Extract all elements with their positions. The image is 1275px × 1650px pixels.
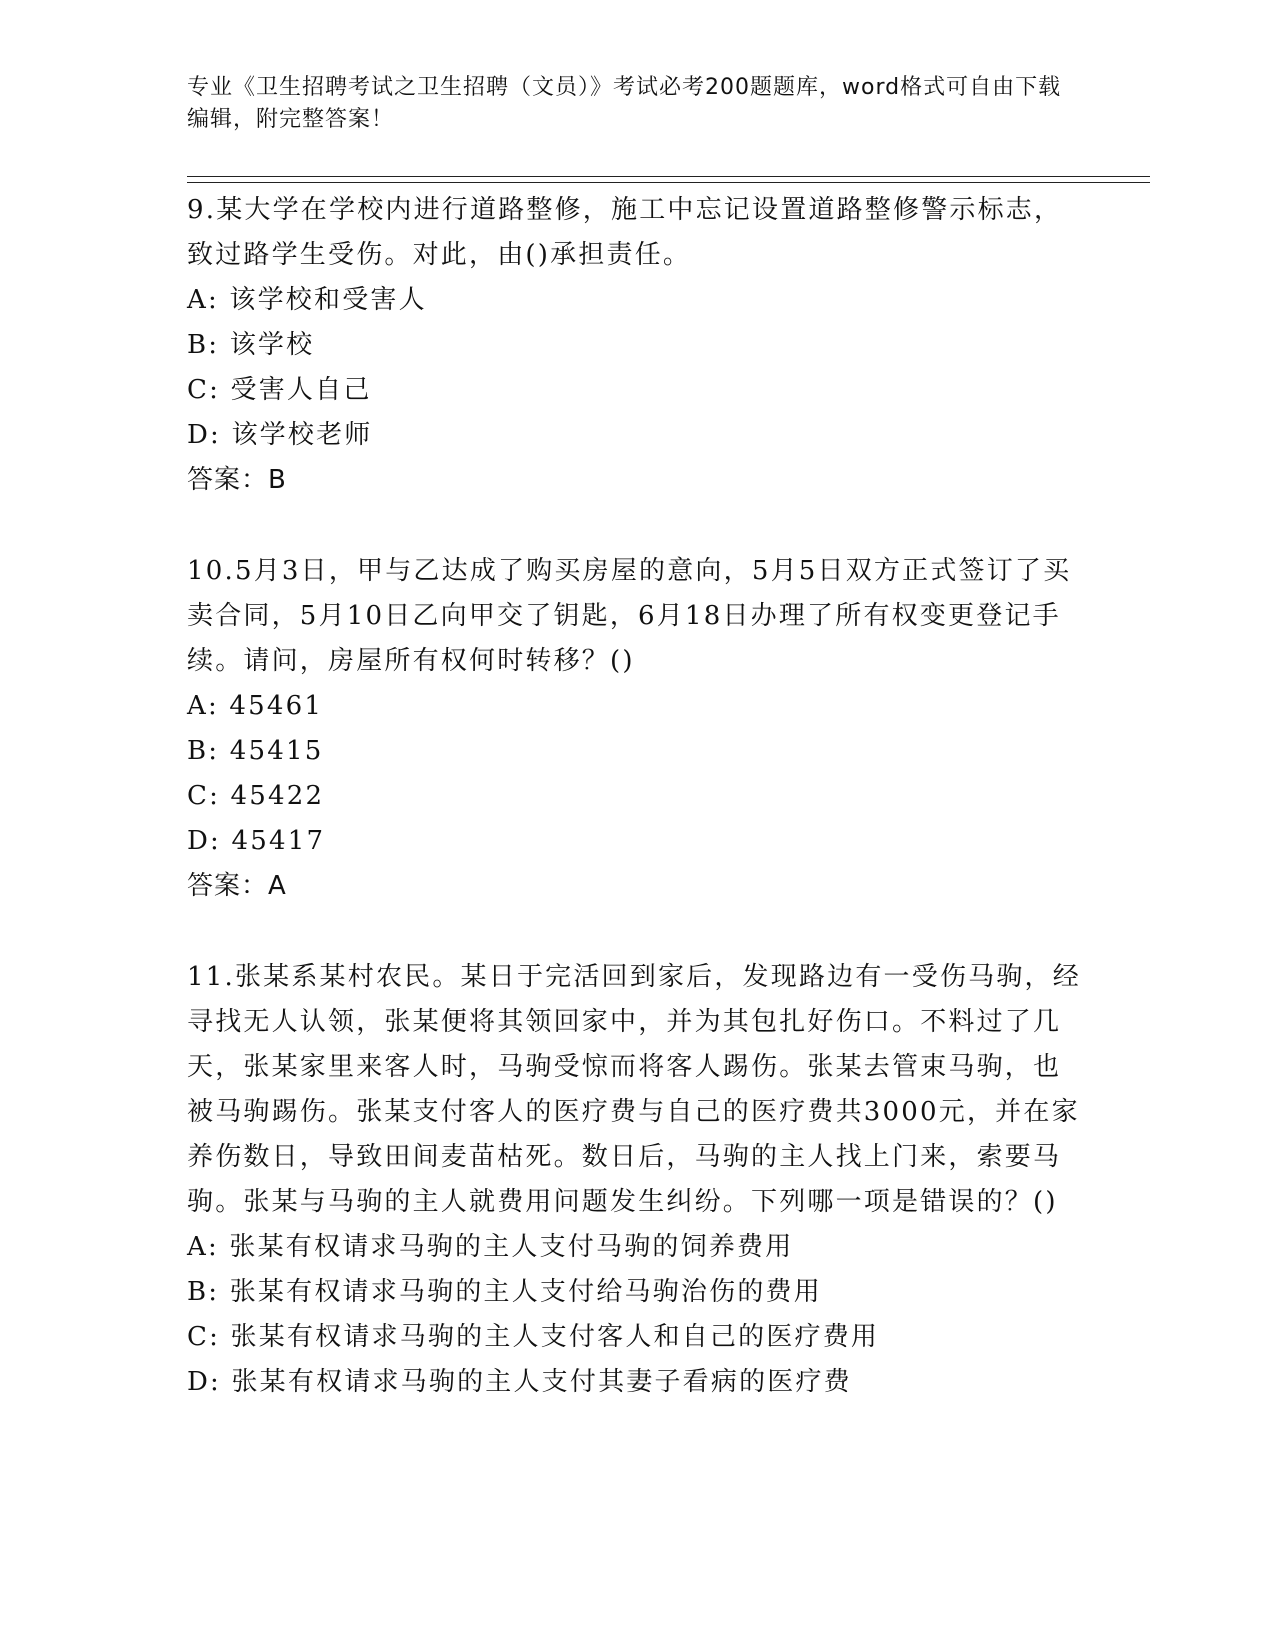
option-d: D: 该学校老师 (187, 420, 373, 450)
option-a: A: 张某有权请求马驹的主人支付马驹的饲养费用 (187, 1232, 794, 1262)
header-rule-top (187, 176, 1150, 177)
option-a: A: 45461 (187, 691, 324, 721)
question-10 (187, 549, 1087, 909)
question-9 (187, 188, 1087, 503)
question-stem: 10.5月3日，甲与乙达成了购买房屋的意向，5月5日双方正式签订了买卖合同，5月10日乙向甲交了钥匙，6月18日办理了所有权变更登记手续。请问，房屋所有权何时转移？() (187, 556, 1072, 676)
option-c: C: 受害人自己 (187, 375, 372, 405)
answer-line: 答案：A (187, 871, 287, 901)
option-d: D: 45417 (187, 826, 326, 856)
option-d: D: 张某有权请求马驹的主人支付其妻子看病的医疗费 (187, 1367, 852, 1397)
option-b: B: 45415 (187, 736, 324, 766)
option-c: C: 45422 (187, 781, 325, 811)
question-list (187, 188, 1087, 1405)
option-list (187, 1225, 1087, 1405)
option-a: A: 该学校和受害人 (187, 285, 427, 315)
option-list (187, 278, 1087, 458)
question-11 (187, 955, 1087, 1405)
option-b: B: 张某有权请求马驹的主人支付给马驹治伤的费用 (187, 1277, 822, 1307)
question-stem: 11.张某系某村农民。某日于完活回到家后，发现路边有一受伤马驹，经寻找无人认领，张某便将其领回家中，并为其包扎好伤口。不料过了几天，张某家里来客人时，马驹受惊而将客人踢伤。张某去管束马驹，也被马驹踢伤。张某支付客人的医疗费与自己的医疗费共3000元，并在家养伤数日，导致田间麦苗枯死。数日后，马驹的主人找上门来，索要马驹。张某与马驹的主人就费用问题发生纠纷。下列哪一项是错误的？() (187, 962, 1081, 1217)
page-header: 专业《卫生招聘考试之卫生招聘（文员）》考试必考200题题库，word格式可自由下载编辑，附完整答案！ (187, 75, 1062, 132)
answer-line: 答案：B (187, 465, 287, 495)
option-list (187, 684, 1087, 864)
header-rule-bottom (187, 182, 1150, 183)
option-b: B: 该学校 (187, 330, 315, 360)
question-stem: 9.某大学在学校内进行道路整修，施工中忘记设置道路整修警示标志，致过路学生受伤。对此，由()承担责任。 (187, 195, 1063, 270)
option-c: C: 张某有权请求马驹的主人支付客人和自己的医疗费用 (187, 1322, 880, 1352)
